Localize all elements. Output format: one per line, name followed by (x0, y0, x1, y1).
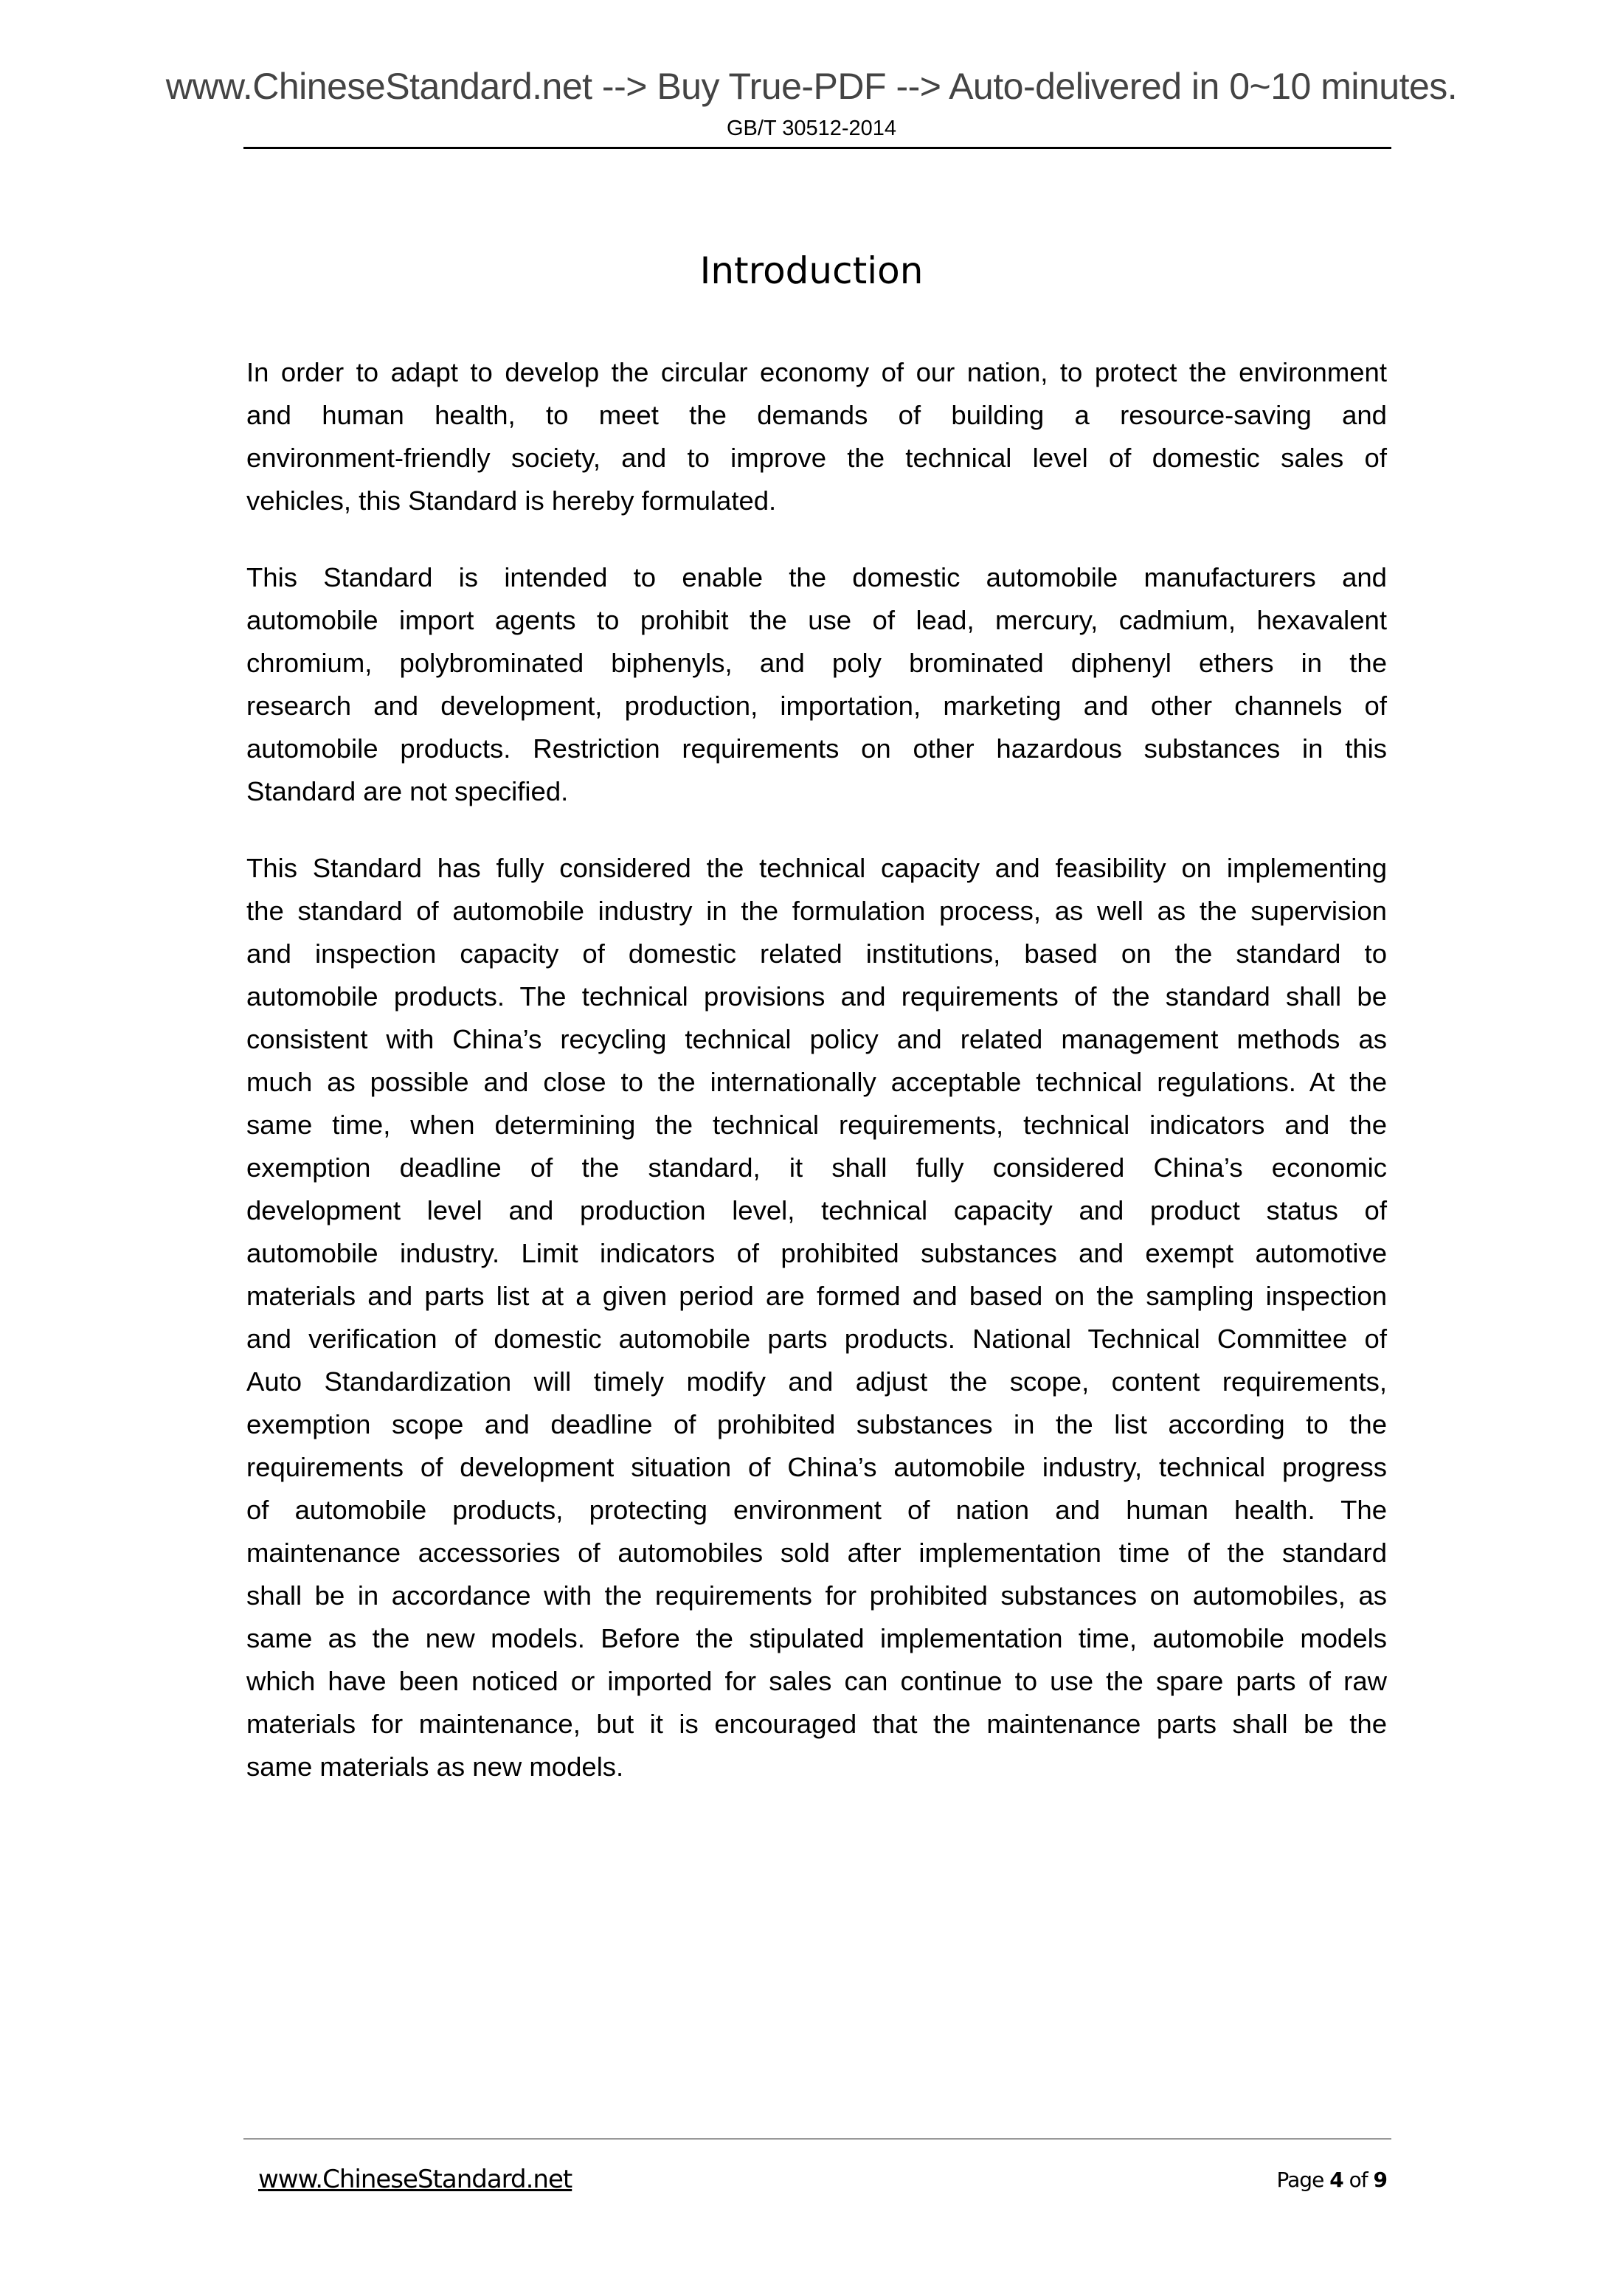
paragraph-line: This Standard has fully considered the technical capacity and feasibility on implementing (246, 853, 1387, 883)
paragraph-line: and inspection capacity of domestic related institutions, based on the standard to (246, 938, 1387, 969)
paragraph-line: research and development, production, importation, marketing and other channels of (246, 691, 1387, 721)
page-total: 9 (1373, 2168, 1387, 2192)
paragraph-line: vehicles, this Standard is hereby formulated. (246, 485, 777, 516)
paragraph-line: automobile industry. Limit indicators of prohibited substances and exempt automotive (246, 1238, 1387, 1268)
paragraph-line: development level and production level, technical capacity and product status of (246, 1195, 1387, 1225)
page-current: 4 (1329, 2168, 1343, 2192)
paragraph-line: same time, when determining the technical requirements, technical indicators and the (246, 1110, 1387, 1140)
page-indicator (1277, 2168, 1387, 2192)
paragraph-line: exemption deadline of the standard, it shall fully considered China’s economic (246, 1152, 1387, 1183)
header-banner: www.ChineseStandard.net --> Buy True-PDF --> Auto-delivered in 0~10 minutes. (165, 66, 1458, 107)
paragraph-line: In order to adapt to develop the circular economy of our nation, to protect the environment (246, 357, 1387, 387)
paragraph-line: materials and parts list at a given period are formed and based on the sampling inspection (246, 1281, 1387, 1311)
paragraph-line: This Standard is intended to enable the domestic automobile manufacturers and (246, 562, 1387, 592)
paragraph-line: and verification of domestic automobile parts products. National Technical Committee of (246, 1324, 1387, 1354)
paragraph-line: of automobile products, protecting environment of nation and human health. The (246, 1495, 1387, 1525)
paragraph-line: consistent with China’s recycling technical policy and related management methods as (246, 1024, 1387, 1054)
paragraph (246, 847, 1387, 1788)
paragraph-line: same as the new models. Before the stipulated implementation time, automobile models (246, 1623, 1387, 1653)
paragraph-line: automobile products. Restriction requirements on other hazardous substances in this (246, 733, 1387, 764)
paragraph-line: maintenance accessories of automobiles sold after implementation time of the standard (246, 1538, 1387, 1568)
paragraph-line: and human health, to meet the demands of building a resource-saving and (246, 400, 1387, 430)
paragraph-line: same materials as new models. (246, 1752, 624, 1782)
paragraph-line: much as possible and close to the internationally acceptable technical regulations. At the (246, 1067, 1387, 1097)
paragraph-line: the standard of automobile industry in the formulation process, as well as the supervision (246, 896, 1387, 926)
paragraph-line: requirements of development situation of China’s automobile industry, technical progress (246, 1452, 1387, 1482)
paragraph-line: automobile import agents to prohibit the use of lead, mercury, cadmium, hexavalent (246, 605, 1387, 635)
footer-divider (243, 2138, 1391, 2140)
paragraph-line: which have been noticed or imported for sales can continue to use the spare parts of raw (246, 1666, 1387, 1696)
page-prefix: Page (1276, 2168, 1324, 2192)
footer-site-link[interactable]: www.ChineseStandard.net (258, 2165, 572, 2194)
paragraph-line: shall be in accordance with the requirements for prohibited substances on automobiles, as (246, 1580, 1387, 1611)
header-divider (243, 147, 1391, 149)
paragraph-line: chromium, polybrominated biphenyls, and poly brominated diphenyl ethers in the (246, 648, 1387, 678)
paragraph-line: materials for maintenance, but it is encouraged that the maintenance parts shall be the (246, 1709, 1387, 1739)
document-body (246, 351, 1387, 1822)
page-of: of (1349, 2168, 1368, 2192)
paragraph (246, 556, 1387, 813)
paragraph-line: automobile products. The technical provisions and requirements of the standard shall be (246, 981, 1387, 1012)
paragraph-line: Standard are not specified. (246, 776, 569, 806)
standard-code: GB/T 30512-2014 (726, 117, 897, 140)
paragraph-line: exemption scope and deadline of prohibited substances in the list according to the (246, 1409, 1387, 1439)
page-title: Introduction (699, 249, 924, 292)
paragraph-line: environment-friendly society, and to improve the technical level of domestic sales of (246, 443, 1387, 473)
paragraph-line: Auto Standardization will timely modify and adjust the scope, content requirements, (246, 1366, 1387, 1397)
paragraph (246, 351, 1387, 522)
